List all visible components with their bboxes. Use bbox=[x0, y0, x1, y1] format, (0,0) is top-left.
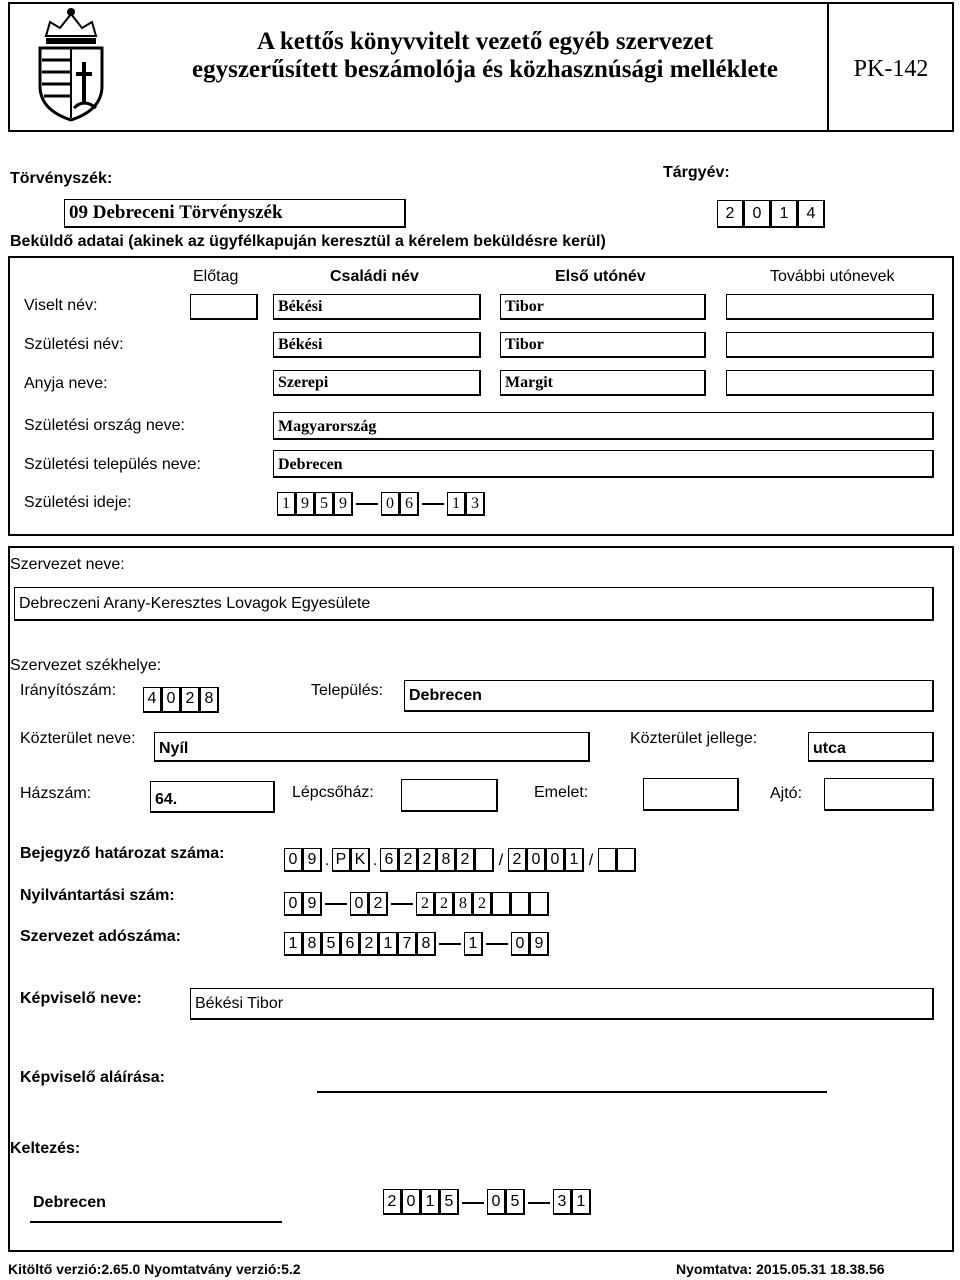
digit-cell[interactable]: 2 bbox=[456, 848, 475, 872]
digit-cell[interactable]: 2 bbox=[508, 848, 527, 872]
date-separator bbox=[462, 1202, 484, 1204]
footer-version: Kitöltő verzió:2.65.0 Nyomtatvány verzió:5.2 bbox=[8, 1261, 301, 1277]
digit-cell[interactable]: 1 bbox=[284, 932, 303, 956]
house-number-field[interactable]: 64. bbox=[150, 781, 275, 813]
stair-label: Lépcsőház: bbox=[292, 784, 374, 801]
digit-cell[interactable]: 9 bbox=[303, 848, 322, 872]
digit-cell[interactable]: 5 bbox=[506, 1189, 525, 1215]
szuletesi-label: Születési név: bbox=[24, 336, 124, 353]
form-title-line1: A kettős könyvvitelt vezető egyéb szervezet bbox=[256, 28, 714, 55]
digit-cell[interactable]: 9 bbox=[530, 932, 549, 956]
digit-cell[interactable]: 0 bbox=[284, 892, 303, 916]
col-first-header: Első utónév bbox=[555, 268, 646, 285]
floor-field[interactable] bbox=[643, 778, 739, 811]
digit-cell[interactable]: 0 bbox=[284, 848, 303, 872]
szuletesi-other-field[interactable] bbox=[726, 332, 934, 358]
street-type-field[interactable]: utca bbox=[808, 732, 934, 762]
birth-date-label: Születési ideje: bbox=[24, 494, 132, 511]
digit-cell[interactable]: 2 bbox=[181, 687, 200, 713]
sender-caption: Beküldő adatai (akinek az ügyfélkapuján keresztül a kérelem beküldésre kerül) bbox=[10, 233, 606, 250]
separator-dot: . bbox=[372, 852, 378, 869]
digit-cell[interactable]: 2 bbox=[369, 892, 388, 916]
digit-cell[interactable]: 4 bbox=[143, 687, 162, 713]
separator-slash: / bbox=[588, 852, 594, 869]
house-number-label: Házszám: bbox=[20, 785, 92, 802]
org-name-field[interactable]: Debreczeni Arany-Keresztes Lovagok Egyesülete bbox=[14, 587, 934, 621]
door-label: Ajtó: bbox=[770, 785, 803, 802]
city-label: Település: bbox=[311, 682, 384, 699]
records-number-cells bbox=[284, 892, 549, 916]
separator-dash bbox=[439, 943, 461, 945]
digit-cell[interactable]: 8 bbox=[417, 932, 436, 956]
org-seat-label: Szervezet székhelye: bbox=[10, 657, 162, 674]
separator-dash bbox=[486, 943, 508, 945]
digit-cell[interactable]: 5 bbox=[315, 492, 334, 516]
street-type-label: Közterület jellege: bbox=[630, 730, 758, 747]
digit-cell[interactable]: 4 bbox=[798, 200, 825, 228]
digit-cell[interactable]: 0 bbox=[511, 932, 530, 956]
digit-cell[interactable]: 6 bbox=[400, 492, 419, 516]
separator-dash bbox=[325, 903, 347, 905]
signature-line[interactable] bbox=[317, 1091, 827, 1093]
digit-cell[interactable]: 2 bbox=[473, 892, 492, 916]
birth-town-field[interactable]: Debrecen bbox=[273, 450, 934, 478]
date-separator bbox=[528, 1202, 550, 1204]
stair-field[interactable] bbox=[401, 779, 498, 812]
digit-cell[interactable]: 1 bbox=[464, 932, 483, 956]
birth-town-label: Születési település neve: bbox=[24, 456, 201, 473]
viselt-label: Viselt név: bbox=[24, 297, 98, 314]
separator-dot: . bbox=[324, 852, 330, 869]
digit-cell[interactable]: 0 bbox=[546, 848, 565, 872]
digit-cell[interactable]: 1 bbox=[565, 848, 584, 872]
digit-cell[interactable]: 1 bbox=[421, 1189, 440, 1215]
digit-cell[interactable]: 0 bbox=[350, 892, 369, 916]
digit-cell[interactable]: 2 bbox=[360, 932, 379, 956]
tax-number-label: Szervezet adószáma: bbox=[20, 928, 181, 945]
digit-cell[interactable] bbox=[511, 892, 530, 916]
digit-cell[interactable]: 8 bbox=[200, 687, 219, 713]
org-name-label: Szervezet neve: bbox=[10, 556, 125, 573]
digit-cell[interactable]: 2 bbox=[416, 892, 435, 916]
digit-cell[interactable]: 1 bbox=[447, 492, 466, 516]
viselt-other-field[interactable] bbox=[726, 294, 934, 320]
szuletesi-family-field[interactable]: Békési bbox=[273, 332, 481, 358]
digit-cell[interactable] bbox=[475, 848, 494, 872]
digit-cell[interactable]: 1 bbox=[277, 492, 296, 516]
representative-signature-label: Képviselő aláírása: bbox=[20, 1069, 165, 1086]
digit-cell[interactable]: 6 bbox=[341, 932, 360, 956]
dated-place-line bbox=[30, 1221, 282, 1223]
col-prefix-header: Előtag bbox=[193, 268, 239, 285]
digit-cell[interactable]: 5 bbox=[440, 1189, 459, 1215]
zip-cells bbox=[143, 687, 219, 713]
digit-cell[interactable]: 9 bbox=[296, 492, 315, 516]
date-separator bbox=[356, 503, 378, 505]
digit-cell[interactable]: 2 bbox=[717, 200, 744, 228]
separator-slash: / bbox=[498, 852, 504, 869]
registration-decision-cells bbox=[284, 848, 636, 872]
zip-label: Irányítószám: bbox=[20, 682, 117, 699]
separator-dash bbox=[391, 903, 413, 905]
anyja-first-field[interactable]: Margit bbox=[500, 370, 706, 396]
street-label: Közterület neve: bbox=[20, 730, 136, 747]
court-label: Törvényszék: bbox=[10, 170, 113, 187]
digit-cell[interactable]: 2 bbox=[399, 848, 418, 872]
anyja-label: Anyja neve: bbox=[24, 375, 108, 392]
digit-cell[interactable]: 8 bbox=[454, 892, 473, 916]
digit-cell[interactable]: 0 bbox=[402, 1189, 421, 1215]
tax-year-cells bbox=[717, 200, 825, 228]
dated-label: Keltezés: bbox=[10, 1140, 81, 1157]
digit-cell[interactable]: 8 bbox=[303, 932, 322, 956]
digit-cell[interactable]: 3 bbox=[466, 492, 485, 516]
viselt-first-field[interactable]: Tibor bbox=[500, 294, 706, 320]
digit-cell[interactable] bbox=[530, 892, 549, 916]
digit-cell[interactable] bbox=[492, 892, 511, 916]
footer-printed: Nyomtatva: 2015.05.31 18.38.56 bbox=[676, 1261, 885, 1277]
birth-country-field[interactable]: Magyarország bbox=[273, 412, 934, 440]
court-field[interactable]: 09 Debreceni Törvényszék bbox=[64, 199, 406, 228]
digit-cell[interactable]: 3 bbox=[553, 1189, 572, 1215]
anyja-family-field[interactable]: Szerepi bbox=[273, 370, 481, 396]
representative-name-field[interactable]: Békési Tibor bbox=[190, 988, 934, 1020]
date-separator bbox=[422, 503, 444, 505]
col-other-header: További utónevek bbox=[770, 268, 895, 285]
floor-label: Emelet: bbox=[534, 784, 589, 801]
digit-cell[interactable]: 2 bbox=[435, 892, 454, 916]
dated-place[interactable]: Debrecen bbox=[33, 1194, 106, 1211]
digit-cell[interactable]: 2 bbox=[383, 1189, 402, 1215]
street-field[interactable]: Nyíl bbox=[154, 732, 590, 762]
viselt-family-field[interactable]: Békési bbox=[273, 294, 481, 320]
digit-cell[interactable]: 0 bbox=[487, 1189, 506, 1215]
coat-of-arms-icon bbox=[26, 6, 116, 124]
digit-cell[interactable]: 9 bbox=[334, 492, 353, 516]
letter-cell[interactable]: K bbox=[351, 848, 370, 872]
digit-cell[interactable]: 2 bbox=[418, 848, 437, 872]
form-code: PK-142 bbox=[853, 56, 929, 82]
digit-cell[interactable] bbox=[598, 848, 617, 872]
digit-cell[interactable]: 7 bbox=[398, 932, 417, 956]
digit-cell[interactable]: 5 bbox=[322, 932, 341, 956]
digit-cell[interactable]: 8 bbox=[437, 848, 456, 872]
digit-cell[interactable]: 0 bbox=[527, 848, 546, 872]
dated-date-cells bbox=[383, 1189, 591, 1215]
digit-cell[interactable]: 0 bbox=[744, 200, 771, 228]
digit-cell[interactable]: 0 bbox=[381, 492, 400, 516]
records-number-label: Nyilvántartási szám: bbox=[20, 887, 175, 904]
registration-decision-label: Bejegyző határozat száma: bbox=[20, 845, 225, 862]
digit-cell[interactable]: 9 bbox=[303, 892, 322, 916]
birth-country-label: Születési ország neve: bbox=[24, 417, 185, 434]
city-field[interactable]: Debrecen bbox=[404, 680, 934, 712]
birth-date-cells bbox=[277, 492, 485, 516]
digit-cell[interactable]: 1 bbox=[379, 932, 398, 956]
digit-cell[interactable]: 1 bbox=[572, 1189, 591, 1215]
digit-cell[interactable]: 0 bbox=[162, 687, 181, 713]
form-code-divider bbox=[827, 2, 829, 132]
szuletesi-first-field[interactable]: Tibor bbox=[500, 332, 706, 358]
digit-cell[interactable]: 6 bbox=[380, 848, 399, 872]
tax-number-cells bbox=[284, 932, 549, 956]
door-field[interactable] bbox=[824, 778, 934, 811]
representative-name-label: Képviselő neve: bbox=[20, 990, 142, 1007]
anyja-other-field[interactable] bbox=[726, 370, 934, 396]
digit-cell[interactable]: 1 bbox=[771, 200, 798, 228]
tax-year-label: Tárgyév: bbox=[663, 164, 730, 181]
letter-cell[interactable]: P bbox=[332, 848, 351, 872]
viselt-prefix-field[interactable] bbox=[190, 294, 258, 320]
digit-cell[interactable] bbox=[617, 848, 636, 872]
form-title-line2: egyszerűsített beszámolója és közhasznúsági melléklete bbox=[192, 56, 778, 83]
col-family-header: Családi név bbox=[330, 268, 419, 285]
